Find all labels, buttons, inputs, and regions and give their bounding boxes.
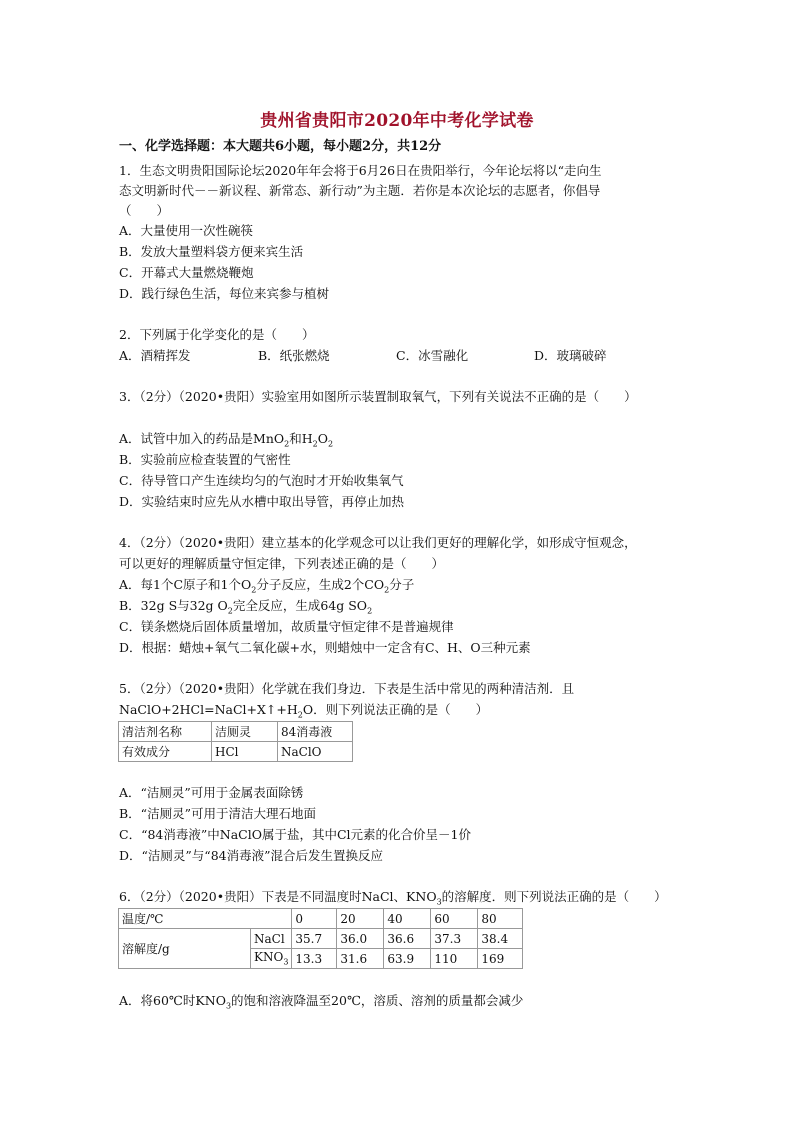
q1-option-d: D．践行绿色生活，每位来宾参与植树: [119, 286, 330, 301]
q1-stem-line3: （ ）: [119, 203, 170, 218]
q3-a-sub3: 2: [327, 439, 334, 449]
table-cell: 31.6: [337, 949, 384, 969]
q6-stem-tail: 的溶解度．则下列说法正确的是（ ）: [441, 889, 667, 904]
q6-table: [118, 908, 523, 969]
q5-equation: NaClO+2HCl=NaCl+X↑+H: [119, 702, 298, 717]
section-heading: 一、化学选择题：本大题共6小题，每小题2分，共12分: [119, 139, 442, 154]
q1-option-a: A．大量使用一次性碗筷: [119, 223, 254, 238]
table-row-label: 溶解度/g: [119, 929, 251, 969]
q4-a-text: A．每1个C原子和1个O: [119, 577, 252, 592]
table-header-cell: 80: [478, 909, 523, 929]
kno3-text: KNO: [254, 950, 284, 965]
q5-option-a: A．“洁厕灵”可用于金属表面除锈: [119, 785, 304, 800]
table-cell: 63.9: [384, 949, 431, 969]
q5-option-b: B．“洁厕灵”可用于清洁大理石地面: [119, 806, 316, 821]
table-row: [119, 722, 353, 742]
q3-a-sub1: 2: [284, 439, 290, 449]
kno3-sub: 3: [283, 957, 289, 967]
q3-stem: 3．（2分）（2020•贵阳）实验室用如图所示装置制取氧气，下列有关说法不正确的是（ ）: [119, 389, 637, 404]
q3-option-b: B．实验前应检查装置的气密性: [119, 452, 291, 467]
table-cell: 37.3: [431, 929, 478, 949]
table-cell: 84消毒液: [278, 722, 353, 742]
table-header-cell: 20: [337, 909, 384, 929]
table-cell: 36.0: [337, 929, 384, 949]
table-header-cell: 40: [384, 909, 431, 929]
table-cell: 有效成分: [119, 742, 212, 762]
table-row: [119, 742, 353, 762]
q2-option-b: B．纸张燃烧: [258, 348, 330, 363]
q4-b-sub1: 2: [227, 606, 233, 616]
q5-option-c: C．“84消毒液”中NaClO属于盐，其中Cl元素的化合价呈－1价: [119, 827, 471, 842]
q4-stem-line2: 可以更好的理解质量守恒定律，下列表述正确的是（ ）: [119, 556, 445, 571]
table-cell: 35.7: [292, 929, 337, 949]
table-cell: HCl: [212, 742, 278, 762]
q4-a-mid: 分子反应，生成2个CO: [256, 577, 385, 592]
q4-option-b: [119, 598, 372, 620]
q4-b-sub2: 2: [367, 606, 373, 616]
q5-equation-sub: 2: [297, 710, 303, 720]
table-cell: 169: [478, 949, 523, 969]
table-cell: 洁厕灵: [212, 722, 278, 742]
q6-stem-sub: 3: [436, 897, 442, 907]
q5-table: [118, 721, 353, 762]
q5-stem-line1: 5．（2分）（2020•贵阳）化学就在我们身边．下表是生活中常见的两种清洁剂．且: [119, 681, 575, 696]
q4-a-sub2: 2: [384, 585, 390, 595]
q6-stem-text: 6．（2分）（2020•贵阳）下表是不同温度时NaCl、KNO: [119, 889, 437, 904]
q1-stem-line1: 1．生态文明贵阳国际论坛2020年年会将于6月26日在贵阳举行，今年论坛将以“走向生: [119, 163, 602, 178]
table-header-cell: 0: [292, 909, 337, 929]
q4-stem-line1: 4．（2分）（2020•贵阳）建立基本的化学观念可以让我们更好的理解化学，如形成守恒观念，: [119, 535, 637, 550]
table-cell: 110: [431, 949, 478, 969]
q3-option-a: [119, 431, 333, 453]
exam-title: 贵州省贵阳市2020年中考化学试卷: [260, 111, 534, 131]
q1-stem-line2: 态文明新时代－－新议程、新常态、新行动”为主题．若你是本次论坛的志愿者，你倡导: [119, 183, 601, 198]
q4-b-mid: 完全反应，生成64g SO: [232, 598, 368, 613]
table-cell: NaClO: [278, 742, 353, 762]
table-cell: NaCl: [251, 929, 292, 949]
q3-a-mid: 和H: [289, 431, 313, 446]
table-header-cell: 60: [431, 909, 478, 929]
table-row: [119, 909, 523, 929]
q6-a-sub: 3: [225, 1001, 232, 1011]
q4-a-sub1: 2: [251, 585, 257, 595]
q2-option-d: D．玻璃破碎: [534, 348, 607, 363]
q2-option-a: A．酒精挥发: [119, 348, 191, 363]
q4-a-post: 分子: [389, 577, 415, 592]
table-cell: [251, 949, 292, 969]
q3-option-c: C．待导管口产生连续均匀的气泡时才开始收集氧气: [119, 473, 404, 488]
q1-option-c: C．开幕式大量燃烧鞭炮: [119, 265, 254, 280]
q3-a-text: A．试管中加入的药品是MnO: [119, 431, 285, 446]
q2-option-c: C．冰雪融化: [396, 348, 469, 363]
q1-option-b: B．发放大量塑料袋方便来宾生活: [119, 244, 304, 259]
table-header-cell: 温度/℃: [119, 909, 292, 929]
q5-stem-tail: O．则下列说法正确的是（ ）: [302, 702, 489, 717]
q4-b-text: B．32g S与32g O: [119, 598, 228, 613]
table-cell: 36.6: [384, 929, 431, 949]
table-cell: 38.4: [478, 929, 523, 949]
table-row: [119, 929, 523, 949]
q3-a-sub2: 2: [312, 439, 318, 449]
q4-option-a: [119, 577, 414, 599]
q4-option-d: D．根据：蜡烛+氧气二氧化碳+水，则蜡烛中一定含有C、H、O三种元素: [119, 640, 531, 655]
q5-option-d: D．“洁厕灵”与“84消毒液”混合后发生置换反应: [119, 848, 383, 863]
q3-option-d: D．实验结束时应先从水槽中取出导管，再停止加热: [119, 494, 405, 509]
table-cell: 13.3: [292, 949, 337, 969]
table-cell: 清洁剂名称: [119, 722, 212, 742]
q6-a-text: A．将60℃时KNO: [119, 993, 226, 1008]
q6-a-tail: 的饱和溶液降温至20℃，溶质、溶剂的质量都会减少: [231, 993, 524, 1008]
q6-option-a: [119, 993, 523, 1015]
q4-option-c: C．镁条燃烧后固体质量增加，故质量守恒定律不是普遍规律: [119, 619, 454, 634]
q3-a-o: O: [317, 431, 328, 446]
q2-stem: 2．下列属于化学变化的是（ ）: [119, 327, 315, 342]
